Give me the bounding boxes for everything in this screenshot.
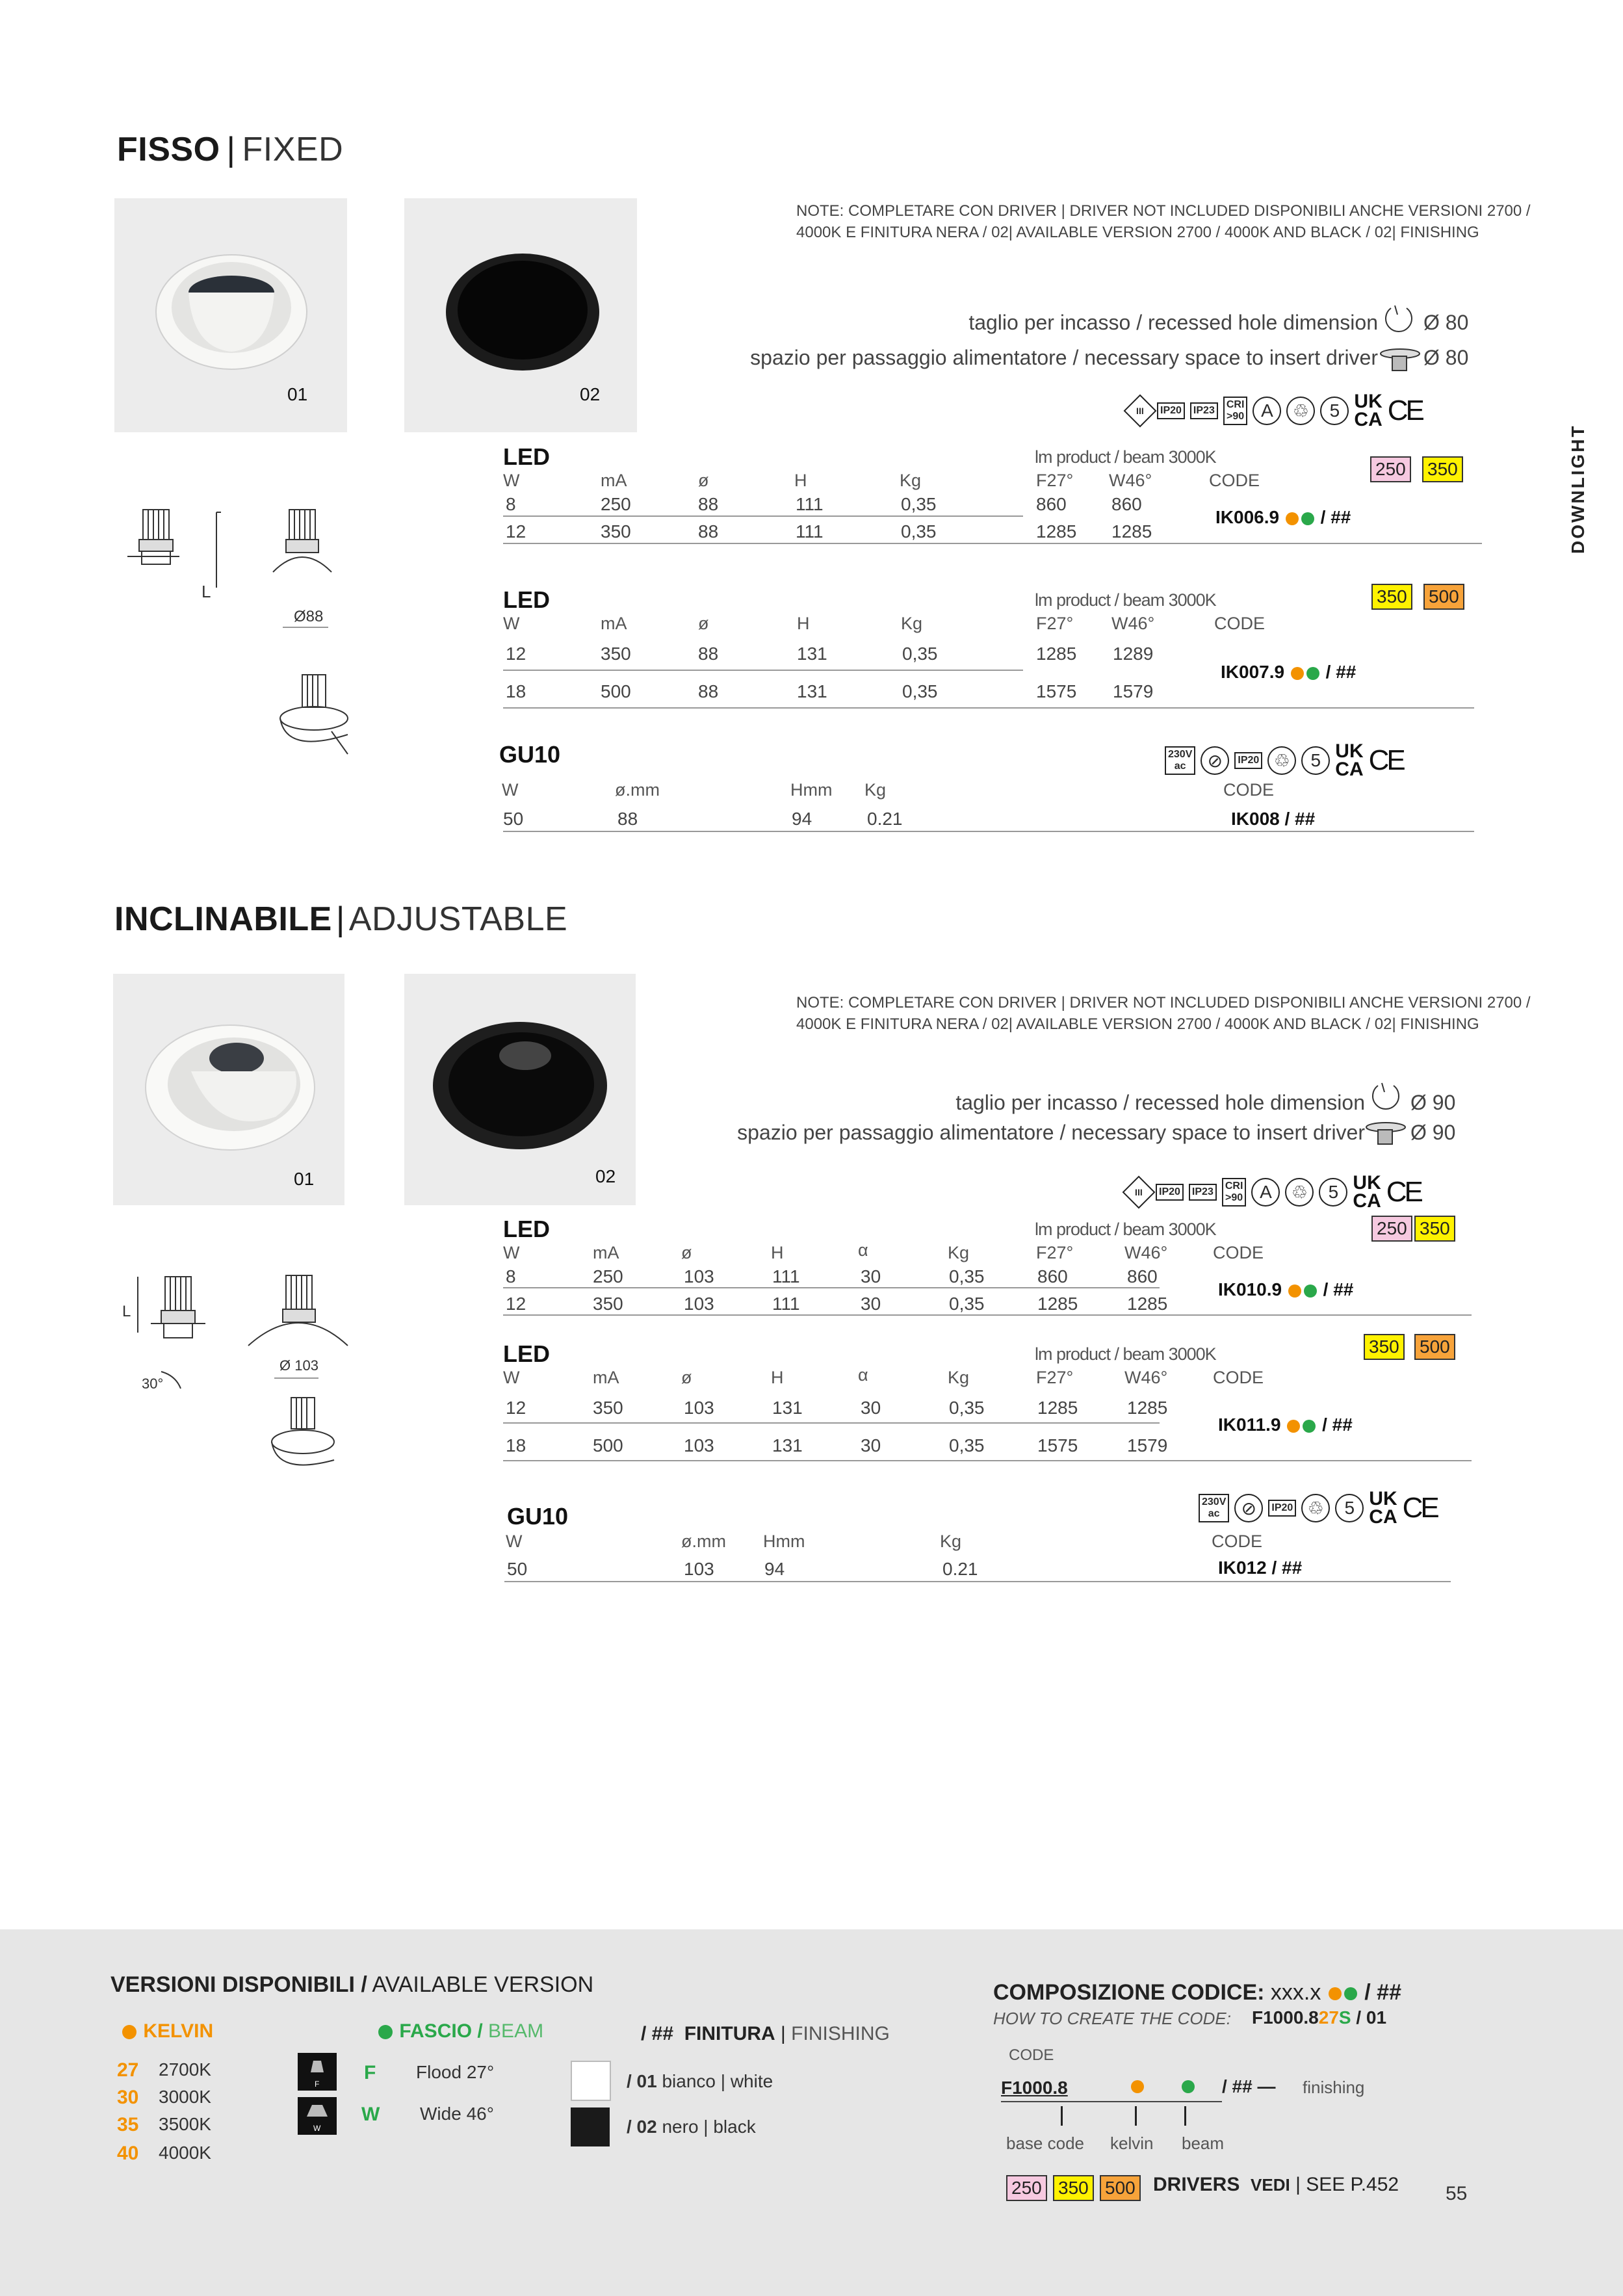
badge-250: 250 <box>1006 2175 1047 2201</box>
ip20-icon: IP20 <box>1157 402 1185 419</box>
note-line-2: 4000K E FINITURA NERA / 02| AVAILABLE VERSION 2700 / 4000K AND BLACK / 02| FINISHING <box>796 1015 1479 1033</box>
row-divider <box>503 1422 1160 1424</box>
badge-500: 500 <box>1414 1334 1455 1360</box>
drawing-label-L-fixed: L <box>201 582 211 601</box>
code-underline <box>1001 2101 1222 2102</box>
driver-space-fixed <box>715 346 1469 370</box>
flood-beam-icon <box>298 2053 337 2091</box>
orange-dot-icon <box>122 2025 136 2039</box>
lm-label: lm product / beam 3000K <box>1035 447 1216 467</box>
a-class-icon: A <box>1253 397 1281 425</box>
title-light: FIXED <box>242 131 344 168</box>
table-bottom-rule <box>503 1314 1472 1316</box>
finish-black: / 02 nero | black <box>627 2117 756 2137</box>
driver-space-adjustable <box>702 1121 1456 1145</box>
product-code-ik006: IK006.9 / ## <box>1215 507 1351 527</box>
product-photo-black-adjustable <box>404 974 636 1205</box>
product-photo-white-adjustable <box>113 974 344 1205</box>
title-bold: INCLINABILE <box>114 900 332 938</box>
tick-base <box>1061 2106 1063 2126</box>
led-table-1-title: LED <box>503 1216 550 1242</box>
class-iii-icon: III <box>1123 1176 1156 1209</box>
driver-space-icon <box>1364 1121 1409 1147</box>
green-dot-icon <box>1301 512 1314 525</box>
badge-350: 350 <box>1414 1216 1455 1242</box>
lm-label: lm product / beam 3000K <box>1035 590 1216 610</box>
led-table-1-title: LED <box>503 443 550 470</box>
230v-icon: 230V ac <box>1165 746 1195 775</box>
available-version-title: VERSIONI DISPONIBILI / AVAILABLE VERSION <box>110 1972 594 1997</box>
green-dot-icon <box>1306 667 1319 680</box>
space-value: Ø 90 <box>1410 1121 1456 1144</box>
base-code-label: base code <box>1006 2133 1084 2153</box>
ukca-icon: UK CA <box>1335 740 1364 780</box>
drawing-diameter-adjustable: Ø 103 <box>279 1357 318 1374</box>
ce-icon: CE <box>1386 1176 1421 1208</box>
space-label: spazio per passaggio alimentatore / necessary space to insert driver <box>750 346 1378 369</box>
a-class-icon: A <box>1251 1178 1280 1207</box>
ce-icon: CE <box>1402 1492 1437 1524</box>
white-downlight-image <box>114 198 347 432</box>
drivers-reference[interactable]: DRIVERS VEDI | SEE P.452 <box>1153 2174 1399 2195</box>
table-bottom-rule <box>503 831 1474 832</box>
wide-beam-icon <box>298 2097 337 2135</box>
lm-label: lm product / beam 3000K <box>1035 1344 1216 1364</box>
code-example: F1000.827S / 01 <box>1252 2007 1387 2028</box>
gu10-title: GU10 <box>507 1503 569 1530</box>
ce-icon: CE <box>1387 395 1422 426</box>
class-iii-icon: III <box>1124 395 1157 428</box>
product-code-ik011: IK011.9 / ## <box>1218 1415 1353 1435</box>
badge-350: 350 <box>1422 456 1463 482</box>
ip20-icon: IP20 <box>1234 752 1262 769</box>
green-dot-icon <box>1344 1987 1357 2000</box>
hole-cut-icon <box>1369 1082 1403 1113</box>
driver-space-icon <box>1378 347 1423 373</box>
ip23-icon: IP23 <box>1190 402 1218 419</box>
beam-letter-f: F <box>364 2062 376 2083</box>
finishing-label: finishing <box>1303 2078 1365 2097</box>
orange-dot-icon <box>1131 2080 1144 2093</box>
badge-350: 350 <box>1371 584 1412 610</box>
photo-label-02: 02 <box>580 384 601 404</box>
orange-dot-icon <box>1329 1987 1342 2000</box>
svg-text:F: F <box>315 2080 320 2089</box>
green-dot-icon <box>378 2025 393 2039</box>
table-bottom-rule <box>503 707 1474 709</box>
code-composition-title: COMPOSIZIONE CODICE: xxx.x / ## <box>993 1980 1401 2005</box>
photo-label-02: 02 <box>595 1166 616 1186</box>
beam-flood: Flood 27° <box>416 2062 495 2082</box>
section-title-fixed: FISSO | FIXED <box>117 131 344 168</box>
beam-wide: Wide 46° <box>420 2104 494 2124</box>
product-photo-black <box>404 198 637 432</box>
beam-letter-w: W <box>361 2104 380 2125</box>
led-table-2-title: LED <box>503 1340 550 1367</box>
certifications-fixed <box>1128 393 1422 429</box>
kelvin-label: kelvin <box>1110 2133 1154 2153</box>
ip20-icon: IP20 <box>1268 1500 1296 1517</box>
ip20-icon: IP20 <box>1156 1184 1184 1201</box>
badge-350: 350 <box>1364 1334 1405 1360</box>
space-label: spazio per passaggio alimentatore / necessary space to insert driver <box>737 1121 1365 1144</box>
section-title-adjustable: INCLINABILE | ADJUSTABLE <box>114 900 568 938</box>
title-bold: FISSO <box>117 131 220 168</box>
product-code-ik007: IK007.9 / ## <box>1221 662 1357 682</box>
table-bottom-rule <box>504 1581 1451 1582</box>
tick-beam <box>1184 2106 1186 2126</box>
drawing-angle-adjustable: 30° <box>142 1376 164 1392</box>
certifications-gu10-adjustable <box>1199 1490 1437 1526</box>
finish-heading: / ## FINITURA | FINISHING <box>641 2023 890 2044</box>
orange-dot-icon <box>1287 1420 1300 1433</box>
hole-label: taglio per incasso / recessed hole dimension <box>955 1091 1365 1114</box>
recycle-icon: ♲ <box>1285 1178 1314 1207</box>
kelvin-heading: KELVIN <box>121 2020 213 2042</box>
cri-icon: CRI >90 <box>1223 397 1248 425</box>
note-line-1: NOTE: COMPLETARE CON DRIVER | DRIVER NOT INCLUDED DISPONIBILI ANCHE VERSIONI 2700 / <box>796 202 1531 220</box>
side-label-downlight: DOWNLIGHT <box>1568 424 1588 554</box>
photo-label-01: 01 <box>294 1169 315 1189</box>
certifications-gu10-fixed <box>1165 742 1403 779</box>
green-dot-icon <box>1304 1285 1317 1298</box>
how-to-label: HOW TO CREATE THE CODE: <box>993 2009 1231 2028</box>
hole-cut-icon <box>1382 304 1416 335</box>
recycle-icon: ♲ <box>1301 1494 1330 1522</box>
note-adjustable <box>796 992 1531 1035</box>
ukca-icon: UK CA <box>1353 1172 1381 1212</box>
hole-label: taglio per incasso / recessed hole dimension <box>968 311 1378 334</box>
cri-icon: CRI >90 <box>1222 1178 1247 1207</box>
badge-350: 350 <box>1053 2175 1094 2201</box>
finish-white: / 01 bianco | white <box>627 2071 773 2091</box>
svg-text:W: W <box>313 2124 321 2133</box>
beam-heading: FASCIO / BEAM <box>377 2020 543 2042</box>
badge-500: 500 <box>1100 2175 1141 2201</box>
recycle-icon: ♲ <box>1267 746 1296 775</box>
five-year-icon: 5 <box>1319 1178 1347 1207</box>
orange-dot-icon <box>1286 512 1299 525</box>
ukca-icon: UK CA <box>1369 1488 1397 1528</box>
badge-500: 500 <box>1423 584 1464 610</box>
title-light: ADJUSTABLE <box>348 900 568 938</box>
no-cover-icon: ⊘ <box>1234 1494 1263 1522</box>
row-divider <box>503 670 1023 671</box>
white-swatch <box>571 2061 611 2101</box>
tick-kelvin <box>1135 2106 1137 2126</box>
code-label: CODE <box>1009 2046 1054 2064</box>
230v-icon: 230V ac <box>1199 1494 1229 1522</box>
black-downlight-image <box>404 198 637 432</box>
lm-label: lm product / beam 3000K <box>1035 1220 1216 1239</box>
table-bottom-rule <box>503 1460 1472 1461</box>
ce-icon: CE <box>1368 744 1403 776</box>
drawing-diameter-fixed: Ø88 <box>294 608 324 625</box>
table-bottom-rule <box>503 543 1482 544</box>
beam-label: beam <box>1182 2133 1225 2153</box>
green-dot-icon <box>1303 1420 1316 1433</box>
note-line-1: NOTE: COMPLETARE CON DRIVER | DRIVER NOT INCLUDED DISPONIBILI ANCHE VERSIONI 2700 / <box>796 994 1531 1011</box>
hole-value: Ø 80 <box>1423 311 1469 334</box>
product-code-ik008: IK008 / ## <box>1231 809 1316 829</box>
product-code-ik012: IK012 / ## <box>1218 1558 1303 1578</box>
led-table-2-title: LED <box>503 586 550 613</box>
badge-250: 250 <box>1371 1216 1412 1242</box>
page-number: 55 <box>1446 2183 1468 2204</box>
hole-dimension-adjustable <box>702 1091 1456 1115</box>
note-fixed <box>796 200 1531 243</box>
product-code-ik010: IK010.9 / ## <box>1218 1279 1354 1299</box>
product-photo-white <box>114 198 347 432</box>
technical-drawings-fixed <box>123 507 370 767</box>
code-base: F1000.8 <box>1001 2078 1068 2098</box>
gu10-title: GU10 <box>499 741 561 768</box>
certifications-adjustable <box>1127 1174 1421 1210</box>
ukca-icon: UK CA <box>1354 391 1383 430</box>
recycle-icon: ♲ <box>1286 397 1315 425</box>
five-year-icon: 5 <box>1335 1494 1364 1522</box>
green-dot-icon <box>1182 2080 1195 2093</box>
code-hash: / ## — <box>1222 2076 1276 2096</box>
ip23-icon: IP23 <box>1189 1184 1217 1201</box>
no-cover-icon: ⊘ <box>1201 746 1229 775</box>
badge-250: 250 <box>1370 456 1411 482</box>
photo-label-01: 01 <box>287 384 308 404</box>
drawing-label-L-adjustable: L <box>122 1303 131 1320</box>
hole-value: Ø 90 <box>1410 1091 1456 1114</box>
five-year-icon: 5 <box>1301 746 1330 775</box>
row-divider <box>503 515 1023 517</box>
orange-dot-icon <box>1291 667 1304 680</box>
orange-dot-icon <box>1288 1285 1301 1298</box>
five-year-icon: 5 <box>1320 397 1349 425</box>
space-value: Ø 80 <box>1423 346 1469 369</box>
black-swatch <box>571 2107 610 2146</box>
row-divider <box>503 1287 1160 1288</box>
note-line-2: 4000K E FINITURA NERA / 02| AVAILABLE VERSION 2700 / 4000K AND BLACK / 02| FINISHING <box>796 224 1479 241</box>
hole-dimension-fixed <box>715 311 1469 335</box>
